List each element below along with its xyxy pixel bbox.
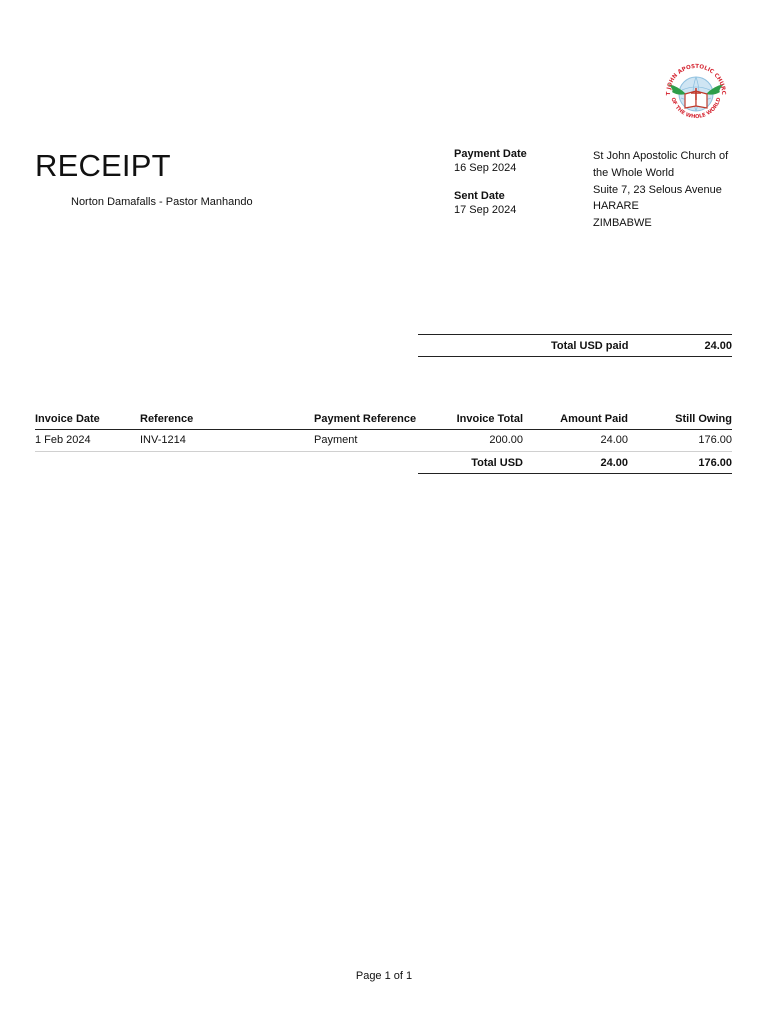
address-line: ZIMBABWE — [593, 217, 652, 230]
table-row-divider — [35, 451, 732, 452]
cell-payment-reference: Payment — [314, 434, 358, 446]
address-line: St John Apostolic Church of — [593, 150, 729, 162]
col-header-invoice-date: Invoice Date — [35, 413, 100, 425]
summary-divider-top — [418, 334, 732, 335]
col-header-reference: Reference — [140, 413, 194, 425]
col-header-still-owing: Still Owing — [675, 413, 732, 425]
recipient-name: Norton Damafalls - Pastor Manhando — [71, 196, 253, 208]
table-header-divider — [35, 429, 732, 430]
total-paid-label: Total USD paid — [551, 340, 629, 352]
church-seal-icon — [660, 56, 732, 128]
address-line: Suite 7, 23 Selous Avenue — [593, 183, 722, 196]
col-header-amount-paid: Amount Paid — [560, 413, 628, 425]
payment-date-label: Payment Date — [454, 148, 527, 160]
cell-invoice-date: 1 Feb 2024 — [35, 434, 91, 446]
summary-divider-bottom — [418, 356, 732, 357]
sent-date-block — [454, 190, 516, 217]
cell-amount-paid: 24.00 — [600, 434, 628, 446]
address-line: the Whole World — [593, 166, 675, 179]
total-paid-value: 24.00 — [704, 340, 732, 352]
col-header-invoice-total: Invoice Total — [456, 413, 523, 425]
totals-amount-paid: 24.00 — [600, 457, 628, 469]
logo-arc-bottom-text: OF THE WHOLE WORLD — [669, 96, 723, 121]
cell-still-owing: 176.00 — [698, 434, 732, 446]
address-line: HARARE — [593, 200, 639, 213]
logo-arc-top-text: T JOHN APOSTOLIC CHURC — [665, 63, 727, 96]
document-title: RECEIPT — [35, 148, 171, 183]
sent-date-value: 17 Sep 2024 — [454, 204, 517, 216]
totals-still-owing: 176.00 — [698, 457, 732, 469]
cell-reference: INV-1214 — [140, 434, 186, 446]
totals-label: Total USD — [471, 457, 523, 469]
sent-date-label: Sent Date — [454, 190, 505, 202]
payment-date-value: 16 Sep 2024 — [454, 162, 517, 174]
payment-date-block — [454, 148, 527, 175]
organization-address — [593, 148, 743, 232]
page-number: Page 1 of 1 — [355, 970, 413, 982]
cell-invoice-total: 200.00 — [489, 434, 523, 446]
church-logo — [660, 56, 732, 128]
col-header-payment-reference: Payment Reference — [314, 413, 417, 425]
totals-divider — [418, 473, 732, 474]
